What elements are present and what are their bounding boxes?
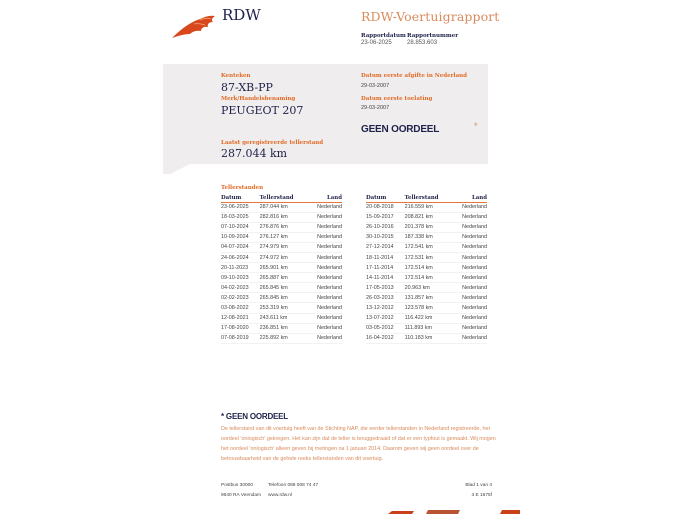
table-row [221, 303, 342, 313]
date-cell: 03-05-2012 [366, 323, 405, 333]
date-cell: 18-03-2025 [221, 212, 260, 222]
country-cell: Nederland [452, 293, 487, 303]
footer-code: 3 E 1675f [471, 492, 492, 498]
country-cell: Nederland [307, 273, 342, 283]
table-row [221, 273, 342, 283]
country-cell: Nederland [307, 202, 342, 212]
country-cell: Nederland [452, 313, 487, 323]
country-cell: Nederland [452, 273, 487, 283]
country-cell: Nederland [307, 313, 342, 323]
last-odometer-value: 287.044 km [221, 147, 288, 160]
date-cell: 13-12-2012 [366, 303, 405, 313]
odometer-cell: 265.887 km [260, 273, 308, 283]
odometer-cell: 131.857 km [405, 293, 453, 303]
footer-address [221, 481, 261, 500]
odometer-cell: 276.876 km [260, 222, 308, 232]
date-cell: 27-12-2014 [366, 242, 405, 252]
report-title: RDW-Voertuigrapport [361, 9, 500, 24]
table-row [366, 232, 487, 242]
odometer-cell: 111.893 km [405, 323, 453, 333]
odometer-cell: 201.378 km [405, 222, 453, 232]
country-cell: Nederland [307, 303, 342, 313]
table-row [221, 313, 342, 323]
country-cell: Nederland [307, 333, 342, 343]
odometer-section-label: Tellerstanden [221, 185, 264, 191]
footer-po-box: Postbus 30000 [221, 483, 254, 488]
date-cell: 24-06-2024 [221, 252, 260, 262]
date-cell: 18-11-2014 [366, 252, 405, 262]
date-cell: 07-08-2019 [221, 333, 260, 343]
footer-website[interactable]: www.rdw.nl [268, 492, 292, 498]
date-cell: 13-07-2012 [366, 313, 405, 323]
col-date: Datum [366, 194, 405, 202]
date-cell: 17-05-2013 [366, 283, 405, 293]
brand-name: RDW [222, 6, 261, 24]
odometer-cell: 265.845 km [260, 293, 308, 303]
date-cell: 09-10-2023 [221, 273, 260, 283]
odometer-cell: 236.851 km [260, 323, 308, 333]
date-cell: 14-11-2014 [366, 273, 405, 283]
date-cell: 02-02-2023 [221, 293, 260, 303]
table-row [221, 293, 342, 303]
country-cell: Nederland [452, 242, 487, 252]
make-value: PEUGEOT 207 [221, 104, 304, 117]
date-cell: 16-04-2012 [366, 333, 405, 343]
plate-label: Kenteken [221, 73, 251, 79]
odometer-cell: 265.845 km [260, 283, 308, 293]
date-cell: 20-08-2018 [366, 202, 405, 212]
first-admission-label: Datum eerste toelating [361, 96, 433, 102]
table-row [366, 333, 487, 343]
table-row [221, 212, 342, 222]
report-number-label: Rapportnummer [407, 33, 459, 39]
country-cell: Nederland [452, 323, 487, 333]
country-cell: Nederland [452, 252, 487, 262]
odometer-cell: 274.972 km [260, 252, 308, 262]
odometer-cell: 282.816 km [260, 212, 308, 222]
table-row [366, 202, 487, 212]
date-cell: 04-07-2024 [221, 242, 260, 252]
country-cell: Nederland [452, 283, 487, 293]
odometer-cell: 172.514 km [405, 273, 453, 283]
date-cell: 17-11-2014 [366, 263, 405, 273]
odometer-cell: 287.044 km [260, 202, 308, 212]
country-cell: Nederland [307, 212, 342, 222]
table-row [366, 293, 487, 303]
table-row [221, 323, 342, 333]
odometer-cell: 172.514 km [405, 263, 453, 273]
table-row [366, 323, 487, 333]
first-admission-value: 29-03-2007 [361, 105, 390, 111]
footer-phone: Telefoon 088 008 74 47 [268, 483, 319, 488]
decorative-stripes-icon [380, 509, 520, 514]
date-cell: 30-10-2015 [366, 232, 405, 242]
date-cell: 07-10-2024 [221, 222, 260, 232]
odometer-cell: 110.183 km [405, 333, 453, 343]
odometer-cell: 123.578 km [405, 303, 453, 313]
footer-page-info [465, 481, 492, 500]
country-cell: Nederland [452, 212, 487, 222]
country-cell: Nederland [307, 252, 342, 262]
table-row [221, 252, 342, 262]
country-cell: Nederland [452, 303, 487, 313]
vehicle-summary-panel [163, 64, 488, 164]
country-cell: Nederland [307, 263, 342, 273]
note-title: * GEEN OORDEEL [221, 412, 288, 421]
report-number [407, 33, 458, 46]
date-cell: 17-08-2020 [221, 323, 260, 333]
date-cell: 15-09-2017 [366, 212, 405, 222]
odometer-table-right [366, 194, 487, 344]
footer-page: Blad 1 van 4 [465, 483, 492, 488]
odometer-cell: 208.821 km [405, 212, 453, 222]
date-cell: 20-11-2023 [221, 263, 260, 273]
table-row [221, 202, 342, 212]
odometer-table-left [221, 194, 342, 344]
table-row [366, 283, 487, 293]
date-cell: 26-10-2016 [366, 222, 405, 232]
table-row [366, 222, 487, 232]
table-row [366, 273, 487, 283]
panel-notch [163, 160, 198, 174]
col-date: Datum [221, 194, 260, 202]
odometer-cell: 243.611 km [260, 313, 308, 323]
make-label: Merk/Handelsbenaming [221, 96, 296, 102]
first-issue-label: Datum eerste afgifte in Nederland [361, 73, 468, 79]
col-country: Land [452, 194, 487, 202]
report-number-value: 28.853.603 [407, 40, 438, 46]
odometer-cell: 20.963 km [405, 283, 453, 293]
first-issue-value: 29-03-2007 [361, 83, 390, 89]
odometer-cell: 116.422 km [405, 313, 453, 323]
report-date-label: Rapportdatum [361, 33, 406, 39]
country-cell: Nederland [452, 263, 487, 273]
country-cell: Nederland [307, 283, 342, 293]
table-row [221, 242, 342, 252]
report-date-value: 23-06-2025 [361, 40, 392, 46]
country-cell: Nederland [452, 333, 487, 343]
table-row [366, 252, 487, 262]
verdict-asterisk: * [474, 121, 478, 131]
country-cell: Nederland [307, 232, 342, 242]
note-body: De tellerstand van dit voertuig heeft van de Stichting NAP, die eerder tellerstanden in Nederland registreerde, het oordeel 'onlogisch' gekregen. Het kan zijn dat de teller is teruggedraaid of dat er een typfout is gemaakt. Wij mogen het oordeel 'onlogisch' alleen geven bij metingen na 1 januari 2014. Daarom geven wij geen oordeel over de betrouwbaarheid van de gehele reeks tellerstanden van dit voertuig. [221, 426, 496, 462]
table-row [221, 222, 342, 232]
rdw-logo-icon [170, 12, 216, 40]
country-cell: Nederland [307, 293, 342, 303]
col-country: Land [307, 194, 342, 202]
odometer-cell: 216.559 km [405, 202, 453, 212]
odometer-cell: 172.541 km [405, 242, 453, 252]
table-row [221, 333, 342, 343]
table-row [366, 212, 487, 222]
footer-contact [268, 481, 318, 500]
country-cell: Nederland [307, 323, 342, 333]
footer-postal-city: 9640 RA Veendam [221, 492, 262, 498]
table-row [221, 263, 342, 273]
date-cell: 03-08-2022 [221, 303, 260, 313]
odometer-cell: 265.901 km [260, 263, 308, 273]
table-row [221, 232, 342, 242]
country-cell: Nederland [452, 222, 487, 232]
date-cell: 10-09-2024 [221, 232, 260, 242]
odometer-cell: 225.892 km [260, 333, 308, 343]
date-cell: 04-02-2023 [221, 283, 260, 293]
date-cell: 23-06-2025 [221, 202, 260, 212]
table-row [366, 313, 487, 323]
col-odometer: Tellerstand [405, 194, 453, 202]
country-cell: Nederland [452, 232, 487, 242]
odometer-cell: 187.338 km [405, 232, 453, 242]
date-cell: 26-03-2013 [366, 293, 405, 303]
table-row [366, 303, 487, 313]
table-row [221, 283, 342, 293]
table-row [366, 242, 487, 252]
odometer-cell: 253.319 km [260, 303, 308, 313]
table-row [366, 263, 487, 273]
odometer-cell: 172.531 km [405, 252, 453, 262]
last-odometer-label: Laatst geregistreerde tellerstand [221, 140, 324, 146]
report-date [361, 33, 406, 46]
country-cell: Nederland [452, 202, 487, 212]
plate-value: 87-XB-PP [221, 81, 273, 94]
odometer-verdict: GEEN OORDEEL [361, 124, 440, 135]
country-cell: Nederland [307, 222, 342, 232]
odometer-cell: 276.127 km [260, 232, 308, 242]
col-odometer: Tellerstand [260, 194, 308, 202]
date-cell: 12-08-2021 [221, 313, 260, 323]
country-cell: Nederland [307, 242, 342, 252]
odometer-cell: 274.979 km [260, 242, 308, 252]
